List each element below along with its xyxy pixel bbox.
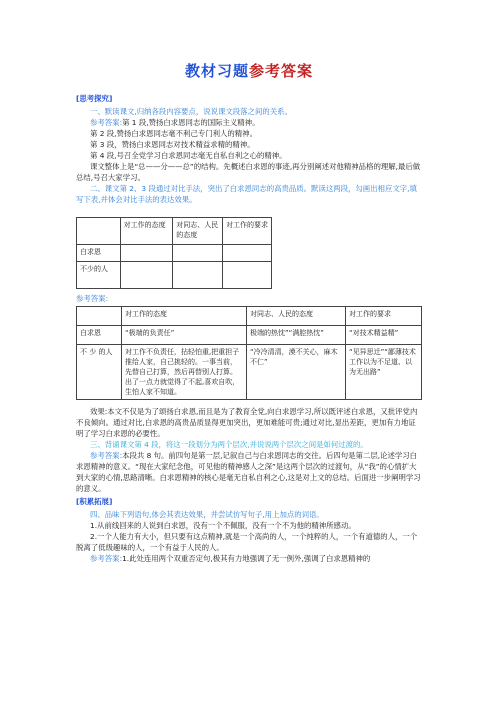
section-heading-accumulate: [积累拓展]	[76, 497, 113, 506]
sentence-1: 1.从前线回来的人说到白求恩，没有一个不佩服，没有一个不为他的精神所感动。	[90, 521, 356, 530]
question-3: 三、背诵课文第 4 段，将这一段划分为两个层次,并说说两个层次之间是如何过渡的。	[90, 440, 368, 449]
blank-cell[interactable]	[120, 245, 173, 262]
structure-summary: 课文整体上是“总——分——总”的结构。先概述白求恩的事迹,再分别阐述对他精神品格的理解,最后做总结,号召大家学习。	[76, 162, 421, 182]
table-row: 白求恩	[77, 245, 272, 262]
answer-3: 参考答案:本段共 8 句。前四句是第一层,记叙自己与白求恩同志的交往。后四句是第二层,论述学习白求恩精神的意义。“现在大家纪念他，可见他的精神感人之深”是这两个层次的过渡句，从“我”的心情扩大到大家的心情,思路清晰。白求恩精神的核心是毫无自私自利之心,这是对上文的总结。后面进一步阐明学习的意义。	[76, 451, 421, 493]
table-row: 不 少 的人 对工作不负责任，拈轻怕重,把重担子推给人家，自己挑轻的。一事当前，先替自己打算，然后再替别人打算。出了一点力就觉得了不起,喜欢自吹，生怕人家不知道。 “冷冷清清，漠不关心，麻木不仁” “见异思迁”“鄙薄技术工作以为不足道、以为无出路”	[77, 345, 422, 400]
page-title	[76, 60, 422, 81]
answer-1-line-1: 参考答案:第 1 段,赞扬白求恩同志的国际主义精神。	[90, 118, 260, 127]
answer-comparison-table	[76, 306, 422, 400]
answer-label: 参考答案:	[90, 118, 123, 127]
answer-1-line-2: 第 2 段,赞扬白求恩同志毫不利己专门利人的精神。	[90, 129, 257, 138]
blank-cell[interactable]	[222, 262, 271, 289]
title-part2: 参考答案	[249, 62, 314, 80]
answer-4: 参考答案:1.此处连用两个双重否定句,极其有力地强调了无一例外,强调了白求恩精神的	[90, 554, 371, 563]
blank-cell[interactable]	[173, 262, 223, 289]
question-2: 二、课文第 2、3 段通过对比手法，突出了白求恩同志的高贵品质。默读这两段，勾画出相应文字,填写下表,并体会对比手法的表达效果。	[76, 184, 417, 204]
question-4: 四、品味下列语句,体会其表达效果，并尝试仿写句子,用上加点的词语。	[90, 510, 324, 519]
blank-cell[interactable]	[222, 245, 271, 262]
sentence-2: 2.一个人能力有大小，但只要有这点精神,就是一个高尚的人，一个纯粹的人，一个有道德的人，一个脱离了低级趣味的人，一个有益于人民的人。	[76, 532, 418, 552]
blank-comparison-table	[76, 217, 272, 289]
blank-cell[interactable]	[120, 262, 173, 289]
answer-1-line-3: 第 3 段，赞扬白求恩同志对技术精益求精的精神。	[90, 140, 255, 149]
contrast-effect: 效果:本文不仅是为了颂扬白求恩,而且是为了教育全党,向白求恩学习,所以既评述白求恩，又批评党内不良倾向。通过对比,白求恩的高贵品质显得更加突出，更加难能可贵;通过对比,显出差距，更加有力地证明了学习白求恩的必要性。	[76, 407, 418, 438]
title-part1: 教材习题	[184, 62, 249, 80]
answer-2-label: 参考答案:	[76, 294, 109, 303]
question-1: 一、默读课文,归纳各段内容要点，说说课文段落之间的关系。	[90, 107, 292, 116]
section-heading-think: [思考探究]	[76, 94, 113, 103]
table-row: 对工作的态度 对同志、人民的态度 对工作的要求	[77, 218, 272, 245]
blank-cell[interactable]	[173, 245, 223, 262]
table-row: 白求恩 “极端的负责任” 极端的热忱”“满腔热忱” “对技术精益精”	[77, 326, 422, 345]
answer-1-line-4: 第 4 段,号召全党学习白求恩同志毫无自私自利之心的精神。	[90, 151, 287, 160]
table-row: 不少的人	[77, 262, 272, 289]
table-row: 对工作的态度 对同志、人民的态度 对工作的要求	[77, 307, 422, 326]
